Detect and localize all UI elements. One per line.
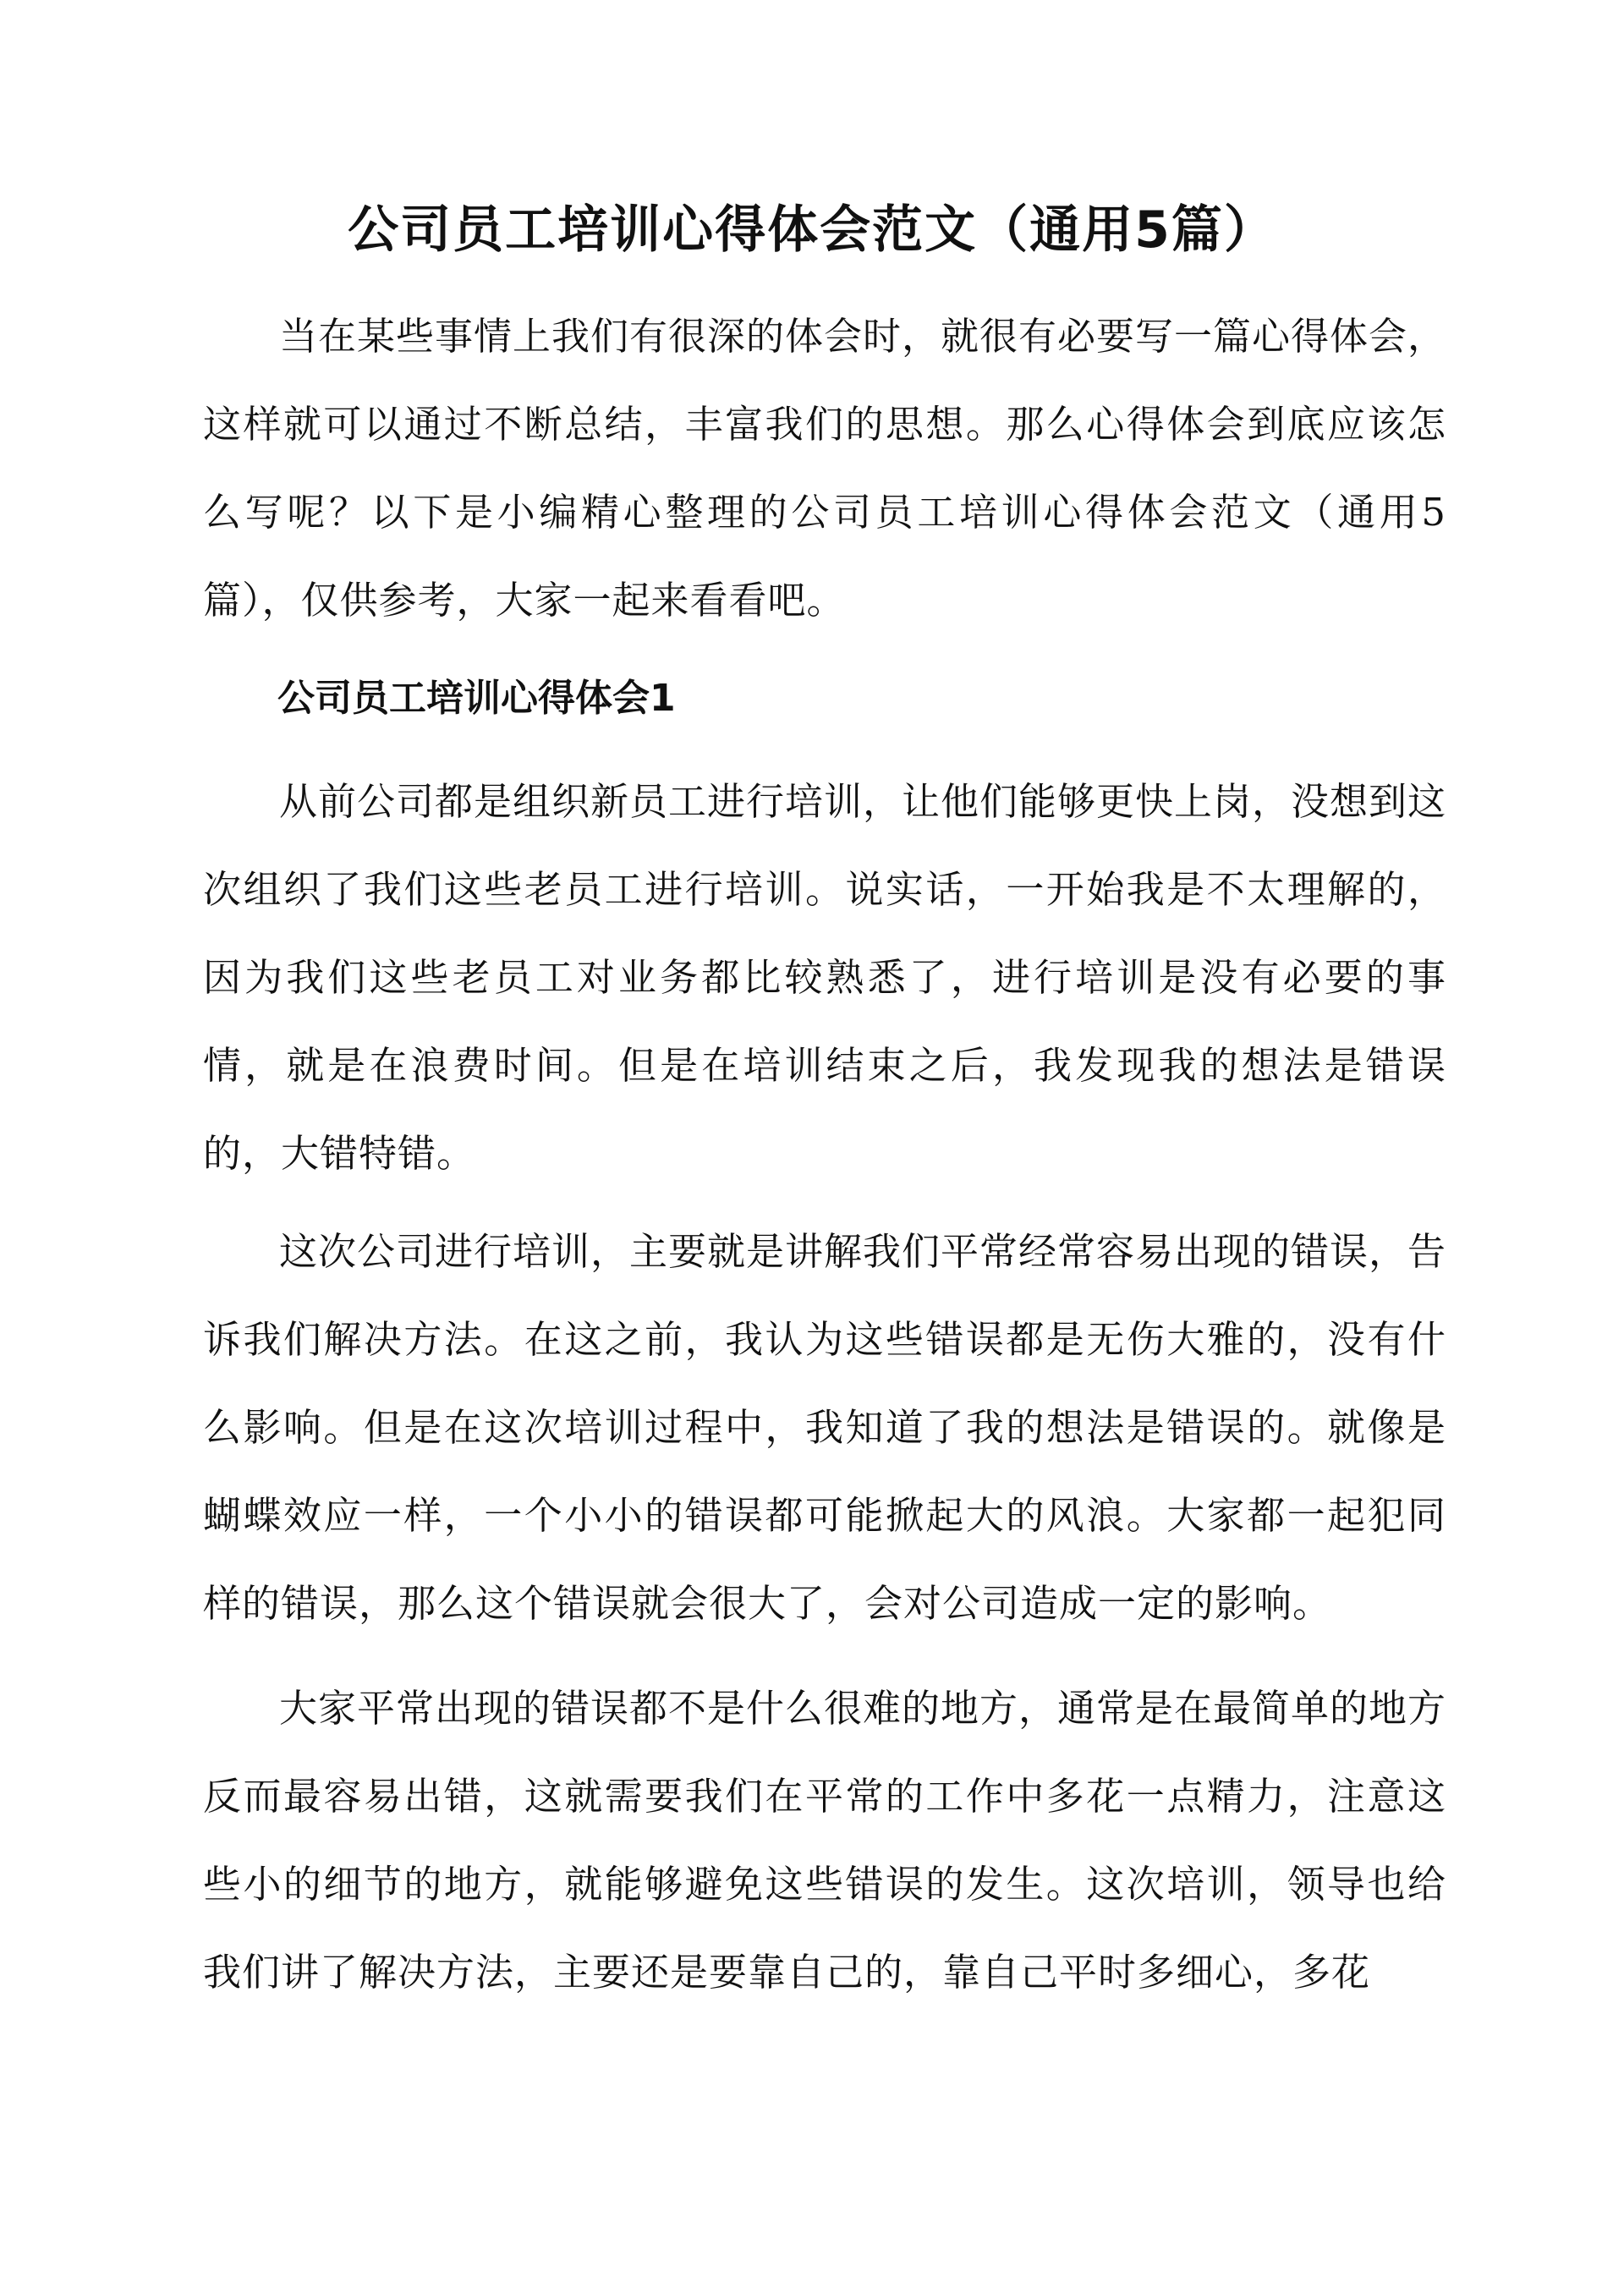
section-heading: 公司员工培训心得体会1 [277, 677, 676, 720]
document-title: 公司员工培训心得体会范文（通用5篇） [348, 200, 1276, 260]
paragraph-3: 大家平常出现的错误都不是什么很难的地方，通常是在最简单的地方反而最容易出错，这就需要我们在平常的工作中多花一点精力，注意这些小的细节的地方，就能够避免这些错误的发生。这次培训，领导也给我们讲了解决方法，主要还是要靠自己的，靠自己平时多细心，多花 [203, 1686, 1447, 1995]
intro-paragraph: 当在某些事情上我们有很深的体会时，就很有必要写一篇心得体会，这样就可以通过不断总结，丰富我们的思想。那么心得体会到底应该怎么写呢？以下是小编精心整理的公司员工培训心得体会范文（通用5篇），仅供参考，大家一起来看看吧。 [203, 314, 1447, 623]
paragraph-2: 这次公司进行培训，主要就是讲解我们平常经常容易出现的错误，告诉我们解决方法。在这之前，我认为这些错误都是无伤大雅的，没有什么影响。但是在这次培训过程中，我知道了我的想法是错误的。就像是蝴蝶效应一样，一个小小的错误都可能掀起大的风浪。大家都一起犯同样的错误，那么这个错误就会很大了，会对公司造成一定的影响。 [203, 1229, 1447, 1626]
paragraph-1: 从前公司都是组织新员工进行培训，让他们能够更快上岗，没想到这次组织了我们这些老员工进行培训。说实话，一开始我是不太理解的，因为我们这些老员工对业务都比较熟悉了，进行培训是没有必要的事情，就是在浪费时间。但是在培训结束之后，我发现我的想法是错误的，大错特错。 [203, 779, 1447, 1176]
